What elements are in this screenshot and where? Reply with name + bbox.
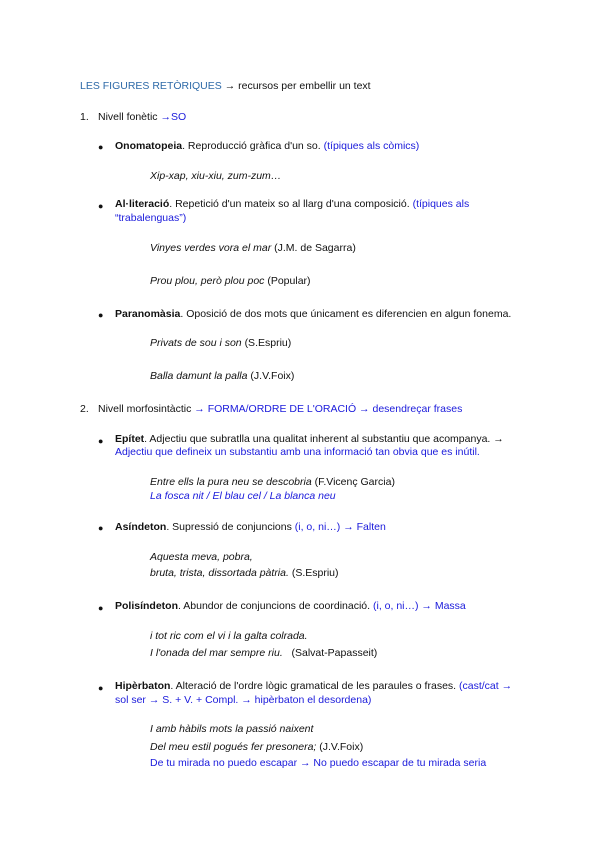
item-onomatopeia — [115, 139, 419, 153]
term-asindeton: Asíndeton — [115, 521, 167, 533]
item-asindeton — [115, 520, 386, 534]
heading-rest: recursos per embellir un text — [238, 80, 371, 92]
def-epitet: . Adjectiu que subratlla una qualitat inherent al substantiu que acompanya. — [144, 433, 491, 445]
example-onomatopeia — [150, 169, 281, 183]
example-text: Privats de sou i son — [150, 337, 242, 349]
example-text: Xip-xap, xiu-xiu, zum-zum… — [150, 170, 282, 182]
section-2-title — [98, 402, 462, 416]
term-hiperbaton: Hipèrbaton — [115, 680, 171, 692]
bullet-icon: ● — [98, 142, 104, 152]
example-alliteracio-1 — [150, 241, 356, 255]
note-onomatopeia: (típiques als còmics) — [323, 140, 420, 152]
note-polisindeton: (i, o, ni…) → Massa — [372, 600, 466, 612]
example-paronomasia-2 — [150, 369, 294, 383]
term-onomatopeia: Onomatopeia — [115, 140, 183, 152]
section-1-tag: SO — [170, 111, 187, 123]
item-paronomasia — [115, 307, 511, 321]
section-2-label: Nivell morfosintàctic — [98, 403, 192, 415]
note-hiperbaton: (cast/cat → sol ser → S. + V. + Compl. → hipèrbaton el desordena) — [115, 680, 513, 706]
bullet-icon: ● — [98, 523, 104, 533]
def-hiperbaton: . Alteració de l'ordre lògic gramatical de les paraules o frases. — [170, 680, 457, 692]
example-text: Entre ells la pura neu se descobria — [150, 476, 312, 488]
note-epitet: Adjectiu que defineix un substantiu amb una informació tan obvia que es inútil. — [115, 446, 480, 458]
example-source: (J.V.Foix) — [319, 741, 364, 753]
example-source: (S.Espriu) — [244, 337, 292, 349]
term-alliteracio: Al·literació — [115, 198, 170, 210]
bullet-icon: ● — [98, 436, 104, 446]
example-text: I l'onada del mar sempre riu. — [150, 647, 283, 659]
term-epitet: Epítet — [115, 433, 145, 445]
example-polisindeton-1 — [150, 629, 308, 643]
example-text: Aquesta meva, pobra, — [150, 551, 253, 563]
example-epitet-1 — [150, 475, 395, 489]
heading-title: LES FIGURES RETÒRIQUES — [80, 80, 222, 92]
term-paronomasia: Paranomàsia — [115, 308, 181, 320]
example-source: (S.Espriu) — [291, 567, 339, 579]
section-1-title — [98, 110, 186, 124]
example-text: bruta, trista, dissortada pàtria. — [150, 567, 289, 579]
term-polisindeton: Polisíndeton — [115, 600, 178, 612]
def-polisindeton: . Abundor de conjuncions de coordinació. — [178, 600, 371, 612]
bullet-icon: ● — [98, 201, 104, 211]
example-epitet-2 — [150, 489, 336, 503]
note-asindeton: (i, o, ni…) → Falten — [294, 521, 386, 533]
item-alliteracio — [115, 197, 495, 225]
section-2-arrow: → — [194, 403, 205, 415]
section-1-number: 1. — [80, 111, 89, 123]
def-paronomasia: . Oposició de dos mots que únicament es diferencien en algun fonema. — [180, 308, 512, 320]
example-text: i tot ric com el vi i la galta colrada. — [150, 630, 308, 642]
example-source: (Salvat-Papasseit) — [291, 647, 378, 659]
example-text: Del meu estil pogués fer presonera; — [150, 741, 317, 753]
arrow-epitet: → — [493, 433, 504, 445]
note-alliteracio: (típiques als “trabalenguas”) — [115, 198, 470, 224]
example-source: (Popular) — [267, 275, 311, 287]
bullet-icon: ● — [98, 310, 104, 320]
example-polisindeton-2 — [150, 646, 377, 660]
example-asindeton-1 — [150, 550, 253, 564]
example-alliteracio-2 — [150, 274, 311, 288]
example-hiperbaton-2 — [150, 740, 363, 754]
item-hiperbaton — [115, 679, 520, 707]
example-text: La fosca nit / El blau cel / La blanca neu — [150, 490, 336, 502]
section-1-arrow: → — [160, 111, 171, 123]
item-epitet — [115, 432, 504, 446]
bullet-icon: ● — [98, 683, 104, 693]
example-text: Vinyes verdes vora el mar — [150, 242, 272, 254]
example-text: I amb hàbils mots la passió naixent — [150, 723, 314, 735]
section-1-label: Nivell fonètic — [98, 111, 158, 123]
document-heading — [80, 79, 371, 93]
section-2-tag: FORMA/ORDRE DE L'ORACIÓ → desendreçar frases — [207, 403, 463, 415]
def-onomatopeia: . Reproducció gràfica d'un so. — [182, 140, 321, 152]
example-paronomasia-1 — [150, 336, 291, 350]
example-text: Prou plou, però plou poc — [150, 275, 265, 287]
example-hiperbaton-3: De tu mirada no puedo escapar → No puedo escapar de tu mirada seria — [150, 757, 487, 769]
heading-arrow: → — [224, 80, 236, 92]
item-polisindeton — [115, 599, 466, 613]
example-source: (F.Vicenç Garcia) — [314, 476, 395, 488]
def-alliteracio: . Repetició d'un mateix so al llarg d'una composició. — [169, 198, 410, 210]
example-text: Balla damunt la palla — [150, 370, 248, 382]
bullet-icon: ● — [98, 603, 104, 613]
example-source: (J.V.Foix) — [250, 370, 295, 382]
section-2-number: 2. — [80, 403, 89, 415]
example-source: (J.M. de Sagarra) — [274, 242, 356, 254]
example-asindeton-2 — [150, 566, 339, 580]
def-asindeton: . Supressió de conjuncions — [166, 521, 292, 533]
example-hiperbaton-1 — [150, 722, 313, 736]
